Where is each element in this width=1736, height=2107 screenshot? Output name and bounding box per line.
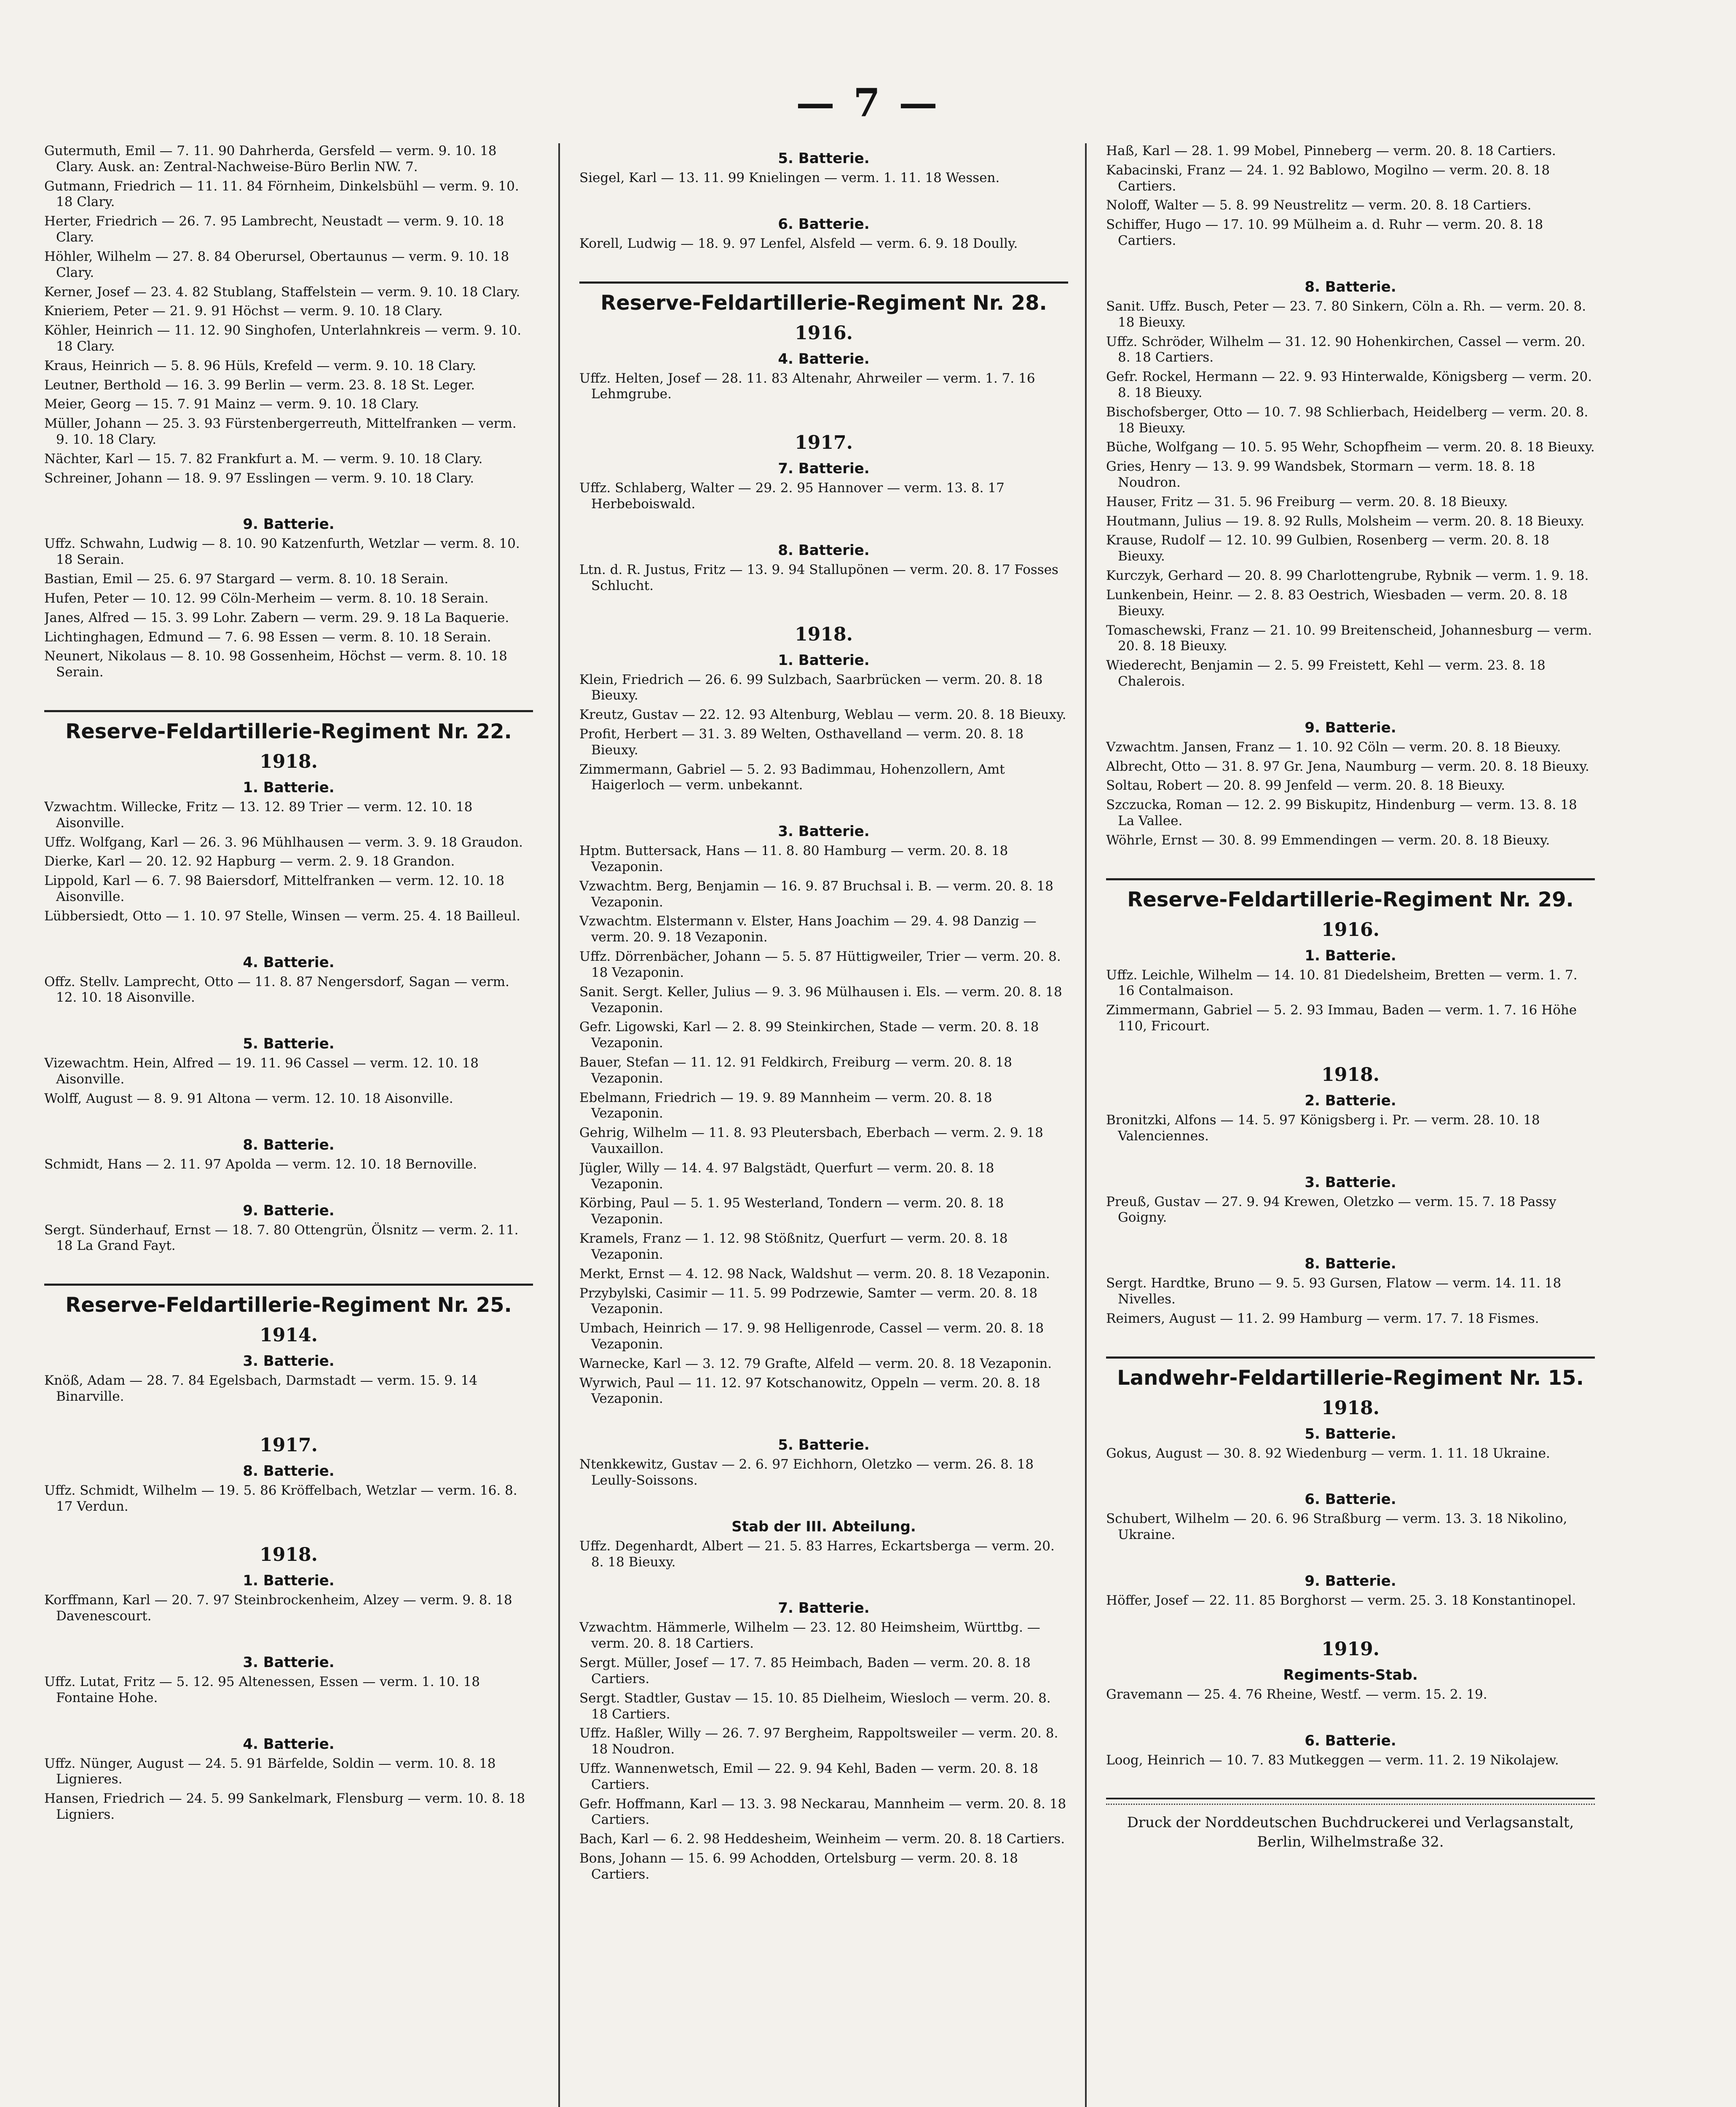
- casualty-entry: Kerner, Josef — 23. 4. 82 Stublang, Staffelstein — verm. 9. 10. 18 Clary.: [44, 284, 520, 300]
- casualty-entry: Kurczyk, Gerhard — 20. 8. 99 Charlottengrube, Rybnik — verm. 1. 9. 18.: [1106, 568, 1589, 584]
- printer-note: Druck der Norddeutschen Buchdruckerei und Verlagsanstalt, Berlin, Wilhelmstraße 32.: [1127, 1814, 1574, 1851]
- casualty-entry: Gehrig, Wilhelm — 11. 8. 93 Pleutersbach, Eberbach — verm. 2. 9. 18 Vauxaillon.: [579, 1125, 1043, 1156]
- section-block: [44, 1544, 533, 1624]
- battery-heading: 9. Batterie.: [243, 516, 335, 533]
- section-block: [1106, 1573, 1595, 1609]
- casualty-entry: Gutmann, Friedrich — 11. 11. 84 Förnheim, Dinkelsbühl — verm. 9. 10. 18 Clary.: [44, 178, 519, 210]
- casualty-entry: Szczucka, Roman — 12. 2. 99 Biskupitz, Hindenburg — verm. 13. 8. 18 La Vallee.: [1106, 797, 1577, 828]
- casualty-entry: Umbach, Heinrich — 17. 9. 98 Helligenrode, Cassel — verm. 20. 8. 18 Vezaponin.: [579, 1321, 1044, 1352]
- battery-heading: 8. Batterie.: [778, 541, 870, 559]
- casualty-entry: Köhler, Heinrich — 11. 12. 90 Singhofen, Unterlahnkreis — verm. 9. 10. 18 Clary.: [44, 323, 522, 354]
- casualty-entry: Zimmermann, Gabriel — 5. 2. 93 Immau, Baden — verm. 1. 7. 16 Höhe 110, Fricourt.: [1106, 1003, 1577, 1034]
- casualty-entry: Höffer, Josef — 22. 11. 85 Borghorst — verm. 25. 3. 18 Konstantinopel.: [1106, 1593, 1576, 1608]
- casualty-entry: Vzwachtm. Willecke, Fritz — 13. 12. 89 Trier — verm. 12. 10. 18 Aisonville.: [44, 799, 473, 831]
- section-block: [1106, 1491, 1595, 1543]
- year-heading: 1918.: [1321, 1064, 1380, 1086]
- regiment-title: Reserve-Feldartillerie-Regiment Nr. 29.: [1106, 878, 1595, 911]
- battery-heading: 5. Batterie.: [778, 1437, 870, 1454]
- casualty-entry: Uffz. Haßler, Willy — 26. 7. 97 Bergheim, Rappoltsweiler — verm. 20. 8. 18 Noudron.: [579, 1726, 1058, 1757]
- casualty-entry: Uffz. Schröder, Wilhelm — 31. 12. 90 Hohenkirchen, Cassel — verm. 20. 8. 18 Cartiers.: [1106, 334, 1586, 365]
- casualty-entry: Knieriem, Peter — 21. 9. 91 Höchst — verm. 9. 10. 18 Clary.: [44, 303, 443, 319]
- casualty-entry: Lübbersiedt, Otto — 1. 10. 97 Stelle, Winsen — verm. 25. 4. 18 Bailleul.: [44, 908, 520, 924]
- page-number: — 7 —: [796, 80, 940, 126]
- casualty-entry: Zimmermann, Gabriel — 5. 2. 93 Badimmau, Hohenzollern, Amt Haigerloch — verm. unbekannt.: [579, 761, 1005, 793]
- casualty-entry: Bach, Karl — 6. 2. 98 Heddesheim, Weinheim — verm. 20. 8. 18 Cartiers.: [579, 1831, 1065, 1847]
- section-block: [44, 143, 533, 486]
- year-heading: 1916.: [1321, 919, 1380, 941]
- battery-heading: 9. Batterie.: [1305, 1573, 1396, 1590]
- casualty-entry: Gefr. Ligowski, Karl — 2. 8. 99 Steinkirchen, Stade — verm. 20. 8. 18 Vezaponin.: [579, 1019, 1039, 1051]
- year-heading: 1916.: [795, 322, 853, 344]
- casualty-entry: Bauer, Stefan — 11. 12. 91 Feldkirch, Freiburg — verm. 20. 8. 18 Vezaponin.: [579, 1054, 1013, 1086]
- section-block: [1106, 143, 1595, 249]
- casualty-entry: Vzwachtm. Jansen, Franz — 1. 10. 92 Cöln — verm. 20. 8. 18 Bieuxy.: [1106, 739, 1561, 755]
- year-heading: 1918.: [260, 1544, 318, 1566]
- section-block: [579, 823, 1068, 1407]
- casualty-entry: Wyrwich, Paul — 11. 12. 97 Kotschanowitz, Oppeln — verm. 20. 8. 18 Vezaponin.: [579, 1375, 1040, 1407]
- battery-heading: 1. Batterie.: [243, 779, 335, 796]
- regiment-title: Reserve-Feldartillerie-Regiment Nr. 22.: [44, 710, 533, 743]
- year-heading: 1919.: [1321, 1638, 1380, 1660]
- casualty-entry: Vzwachtm. Elstermann v. Elster, Hans Joachim — 29. 4. 98 Danzig — verm. 20. 9. 18 Vezaponin.: [579, 914, 1037, 945]
- casualty-entry: Hauser, Fritz — 31. 5. 96 Freiburg — verm. 20. 8. 18 Bieuxy.: [1106, 494, 1508, 509]
- section-block: [44, 1202, 533, 1255]
- casualty-entry: Korffmann, Karl — 20. 7. 97 Steinbrockenheim, Alzey — verm. 9. 8. 18 Davenescourt.: [44, 1592, 512, 1624]
- casualty-entry: Körbing, Paul — 5. 1. 95 Westerland, Tondern — verm. 20. 8. 18 Vezaponin.: [579, 1196, 1004, 1227]
- section-block: [1106, 878, 1595, 1035]
- battery-heading: 5. Batterie.: [778, 150, 870, 167]
- section-block: [1106, 1255, 1595, 1327]
- casualty-entry: Ebelmann, Friedrich — 19. 9. 89 Mannheim — verm. 20. 8. 18 Vezaponin.: [579, 1090, 992, 1121]
- battery-heading: 6. Batterie.: [1305, 1732, 1396, 1749]
- battery-heading: 3. Batterie.: [778, 823, 870, 840]
- battery-heading: 8. Batterie.: [1305, 278, 1396, 295]
- casualty-entry: Sergt. Müller, Josef — 17. 7. 85 Heimbach, Baden — verm. 20. 8. 18 Cartiers.: [579, 1655, 1031, 1686]
- casualty-entry: Ltn. d. R. Justus, Fritz — 13. 9. 94 Stallupönen — verm. 20. 8. 17 Fosses Schlucht.: [579, 562, 1058, 593]
- section-block: [44, 1137, 533, 1173]
- casualty-entry: Vzwachtm. Berg, Benjamin — 16. 9. 87 Bruchsal i. B. — verm. 20. 8. 18 Vezaponin.: [579, 878, 1054, 910]
- casualty-entry: Haß, Karl — 28. 1. 99 Mobel, Pinneberg — verm. 20. 8. 18 Cartiers.: [1106, 143, 1556, 158]
- column-divider-right: [1085, 143, 1087, 2107]
- year-heading: 1914.: [260, 1324, 318, 1346]
- year-heading: 1917.: [260, 1434, 318, 1456]
- casualty-entry: Uffz. Degenhardt, Albert — 21. 5. 83 Harres, Eckartsberga — verm. 20. 8. 18 Bieuxy.: [579, 1538, 1055, 1570]
- casualty-entry: Leutner, Berthold — 16. 3. 99 Berlin — verm. 23. 8. 18 St. Leger.: [44, 377, 475, 393]
- casualty-entry: Bischofsberger, Otto — 10. 7. 98 Schlierbach, Heidelberg — verm. 20. 8. 18 Bieuxy.: [1106, 404, 1589, 436]
- casualty-entry: Lippold, Karl — 6. 7. 98 Baiersdorf, Mittelfranken — verm. 12. 10. 18 Aisonville.: [44, 873, 505, 904]
- casualty-entry: Sanit. Sergt. Keller, Julius — 9. 3. 96 Mülhausen i. Els. — verm. 20. 8. 18 Vezaponin.: [579, 984, 1062, 1016]
- regiment-title: Landwehr-Feldartillerie-Regiment Nr. 15.: [1106, 1356, 1595, 1390]
- battery-heading: 8. Batterie.: [1305, 1255, 1396, 1273]
- casualty-entry: Klein, Friedrich — 26. 6. 99 Sulzbach, Saarbrücken — verm. 20. 8. 18 Bieuxy.: [579, 672, 1043, 703]
- text-column-middle: [579, 143, 1068, 2107]
- battery-heading: 3. Batterie.: [243, 1353, 335, 1370]
- casualty-entry: Schiffer, Hugo — 17. 10. 99 Mülheim a. d. Ruhr — verm. 20. 8. 18 Cartiers.: [1106, 217, 1543, 249]
- section-block: [1106, 1064, 1595, 1145]
- casualty-entry: Wolff, August — 8. 9. 91 Altona — verm. 12. 10. 18 Aisonville.: [44, 1091, 453, 1106]
- section-block: [579, 1518, 1068, 1571]
- casualty-entry: Lichtinghagen, Edmund — 7. 6. 98 Essen — verm. 8. 10. 18 Serain.: [44, 629, 491, 645]
- casualty-entry: Krause, Rudolf — 12. 10. 99 Gulbien, Rosenberg — verm. 20. 8. 18 Bieuxy.: [1106, 533, 1549, 564]
- casualty-entry: Hptm. Buttersack, Hans — 11. 8. 80 Hamburg — verm. 20. 8. 18 Vezaponin.: [579, 843, 1008, 874]
- year-heading: 1918.: [260, 751, 318, 772]
- casualty-entry: Kraus, Heinrich — 5. 8. 96 Hüls, Krefeld — verm. 9. 10. 18 Clary.: [44, 358, 477, 373]
- casualty-entry: Lunkenbein, Heinr. — 2. 8. 83 Oestrich, Wiesbaden — verm. 20. 8. 18 Bieuxy.: [1106, 587, 1568, 619]
- regiment-title: Reserve-Feldartillerie-Regiment Nr. 25.: [44, 1284, 533, 1317]
- casualty-entry: Uffz. Dörrenbächer, Johann — 5. 5. 87 Hüttigweiler, Trier — verm. 20. 8. 18 Vezaponin.: [579, 949, 1061, 980]
- battery-heading: 5. Batterie.: [243, 1035, 335, 1053]
- casualty-entry: Preuß, Gustav — 27. 9. 94 Krewen, Oletzko — verm. 15. 7. 18 Passy Goigny.: [1106, 1194, 1557, 1225]
- battery-heading: 7. Batterie.: [778, 460, 870, 477]
- casualty-entry: Müller, Johann — 25. 3. 93 Fürstenbergerreuth, Mittelfranken — verm. 9. 10. 18 Clary.: [44, 416, 517, 447]
- battery-heading: 1. Batterie.: [778, 651, 870, 669]
- battery-heading: 4. Batterie.: [243, 1735, 335, 1753]
- battery-heading: 9. Batterie.: [243, 1202, 335, 1219]
- battery-heading: Regiments-Stab.: [1283, 1666, 1418, 1683]
- casualty-entry: Gefr. Hoffmann, Karl — 13. 3. 98 Neckarau, Mannheim — verm. 20. 8. 18 Cartiers.: [579, 1796, 1066, 1828]
- section-block: [579, 281, 1068, 403]
- casualty-entry: Uffz. Lutat, Fritz — 5. 12. 95 Altenessen, Essen — verm. 1. 10. 18 Fontaine Hohe.: [44, 1674, 480, 1705]
- casualty-entry: Uffz. Nünger, August — 24. 5. 91 Bärfelde, Soldin — verm. 10. 8. 18 Lignieres.: [44, 1756, 496, 1787]
- casualty-entry: Meier, Georg — 15. 7. 91 Mainz — verm. 9. 10. 18 Clary.: [44, 397, 419, 412]
- battery-heading: 6. Batterie.: [1305, 1491, 1396, 1508]
- casualty-entry: Gefr. Rockel, Hermann — 22. 9. 93 Hinterwalde, Königsberg — verm. 20. 8. 18 Bieuxy.: [1106, 369, 1592, 400]
- casualty-entry: Schreiner, Johann — 18. 9. 97 Esslingen — verm. 9. 10. 18 Clary.: [44, 470, 474, 486]
- casualty-entry: Höhler, Wilhelm — 27. 8. 84 Oberursel, Obertaunus — verm. 9. 10. 18 Clary.: [44, 249, 509, 280]
- casualty-entry: Gries, Henry — 13. 9. 99 Wandsbek, Stormarn — verm. 18. 8. 18 Noudron.: [1106, 459, 1535, 490]
- casualty-entry: Uffz. Schlaberg, Walter — 29. 2. 95 Hannover — verm. 13. 8. 17 Herbeboiswald.: [579, 480, 1005, 512]
- casualty-entry: Przybylski, Casimir — 11. 5. 99 Podrzewie, Samter — verm. 20. 8. 18 Vezaponin.: [579, 1285, 1038, 1317]
- battery-heading: 9. Batterie.: [1305, 719, 1396, 736]
- section-block: [579, 150, 1068, 186]
- casualty-entry: Sergt. Sünderhauf, Ernst — 18. 7. 80 Ottengrün, Ölsnitz — verm. 2. 11. 18 La Grand Fayt.: [44, 1222, 519, 1254]
- casualty-entry: Tomaschewski, Franz — 21. 10. 99 Breitenscheid, Johannesburg — verm. 20. 8. 18 Bieuxy.: [1106, 622, 1592, 654]
- casualty-entry: Vzwachtm. Hämmerle, Wilhelm — 23. 12. 80 Heimsheim, Württbg. — verm. 20. 8. 18 Cartiers.: [579, 1620, 1040, 1651]
- casualty-entry: Hufen, Peter — 10. 12. 99 Cöln-Merheim — verm. 8. 10. 18 Serain.: [44, 590, 489, 606]
- section-block: [1106, 279, 1595, 690]
- year-heading: 1917.: [795, 432, 853, 454]
- casualty-entry: Vizewachtm. Hein, Alfred — 19. 11. 96 Cassel — verm. 12. 10. 18 Aisonville.: [44, 1056, 479, 1087]
- section-block: [44, 1434, 533, 1515]
- section-block: [579, 216, 1068, 252]
- battery-heading: 1. Batterie.: [1305, 947, 1396, 964]
- casualty-entry: Uffz. Wolfgang, Karl — 26. 3. 96 Mühlhausen — verm. 3. 9. 18 Graudon.: [44, 834, 523, 850]
- casualty-entry: Albrecht, Otto — 31. 8. 97 Gr. Jena, Naumburg — verm. 20. 8. 18 Bieuxy.: [1106, 759, 1589, 774]
- casualty-entry: Uffz. Schwahn, Ludwig — 8. 10. 90 Katzenfurth, Wetzlar — verm. 8. 10. 18 Serain.: [44, 536, 520, 568]
- battery-heading: 8. Batterie.: [243, 1462, 335, 1480]
- casualty-entry: Sanit. Uffz. Busch, Peter — 23. 7. 80 Sinkern, Cöln a. Rh. — verm. 20. 8. 18 Bieuxy.: [1106, 298, 1586, 330]
- casualty-entry: Kabacinski, Franz — 24. 1. 92 Bablowo, Mogilno — verm. 20. 8. 18 Cartiers.: [1106, 162, 1550, 194]
- battery-heading: Stab der III. Abteilung.: [731, 1518, 916, 1535]
- casualty-entry: Uffz. Wannenwetsch, Emil — 22. 9. 94 Kehl, Baden — verm. 20. 8. 18 Cartiers.: [579, 1761, 1039, 1792]
- casualty-entry: Merkt, Ernst — 4. 12. 98 Nack, Waldshut — verm. 20. 8. 18 Vezaponin.: [579, 1266, 1050, 1281]
- casualty-entry: Gutermuth, Emil — 7. 11. 90 Dahrherda, Gersfeld — verm. 9. 10. 18 Clary. Ausk. an: Zentral-Nachweise-Büro Berlin NW. 7.: [44, 143, 497, 174]
- casualty-entry: Neunert, Nikolaus — 8. 10. 98 Gossenheim, Höchst — verm. 8. 10. 18 Serain.: [44, 649, 507, 680]
- section-block: [44, 710, 533, 925]
- casualty-entry: Herter, Friedrich — 26. 7. 95 Lambrecht, Neustadt — verm. 9. 10. 18 Clary.: [44, 214, 504, 245]
- battery-heading: 2. Batterie.: [1305, 1092, 1396, 1109]
- year-heading: 1918.: [795, 623, 853, 645]
- right-column-sections: [1106, 143, 1595, 1768]
- casualty-entry: Ntenkkewitz, Gustav — 2. 6. 97 Eichhorn, Oletzko — verm. 26. 8. 18 Leully-Soissons.: [579, 1457, 1034, 1488]
- casualty-entry: Korell, Ludwig — 18. 9. 97 Lenfel, Alsfeld — verm. 6. 9. 18 Doully.: [579, 236, 1018, 251]
- section-block: [1106, 1732, 1595, 1769]
- casualty-entry: Uffz. Helten, Josef — 28. 11. 83 Altenahr, Ahrweiler — verm. 1. 7. 16 Lehmgrube.: [579, 370, 1035, 402]
- casualty-entry: Nächter, Karl — 15. 7. 82 Frankfurt a. M. — verm. 9. 10. 18 Clary.: [44, 451, 483, 466]
- casualty-entry: Uffz. Schmidt, Wilhelm — 19. 5. 86 Kröffelbach, Wetzlar — verm. 16. 8. 17 Verdun.: [44, 1482, 517, 1514]
- casualty-entry: Reimers, August — 11. 2. 99 Hamburg — verm. 17. 7. 18 Fismes.: [1106, 1311, 1539, 1326]
- battery-heading: 6. Batterie.: [778, 215, 870, 233]
- casualty-entry: Sergt. Stadtler, Gustav — 15. 10. 85 Dielheim, Wiesloch — verm. 20. 8. 18 Cartiers.: [579, 1690, 1051, 1722]
- casualty-entry: Gravemann — 25. 4. 76 Rheine, Westf. — verm. 15. 2. 19.: [1106, 1686, 1487, 1702]
- battery-heading: 4. Batterie.: [778, 350, 870, 367]
- casualty-entry: Loog, Heinrich — 10. 7. 83 Mutkeggen — verm. 11. 2. 19 Nikolajew.: [1106, 1752, 1559, 1768]
- casualty-entry: Uffz. Leichle, Wilhelm — 14. 10. 81 Diedelsheim, Bretten — verm. 1. 7. 16 Contalmaison.: [1106, 967, 1578, 999]
- casualty-entry: Schmidt, Hans — 2. 11. 97 Apolda — verm. 12. 10. 18 Bernoville.: [44, 1156, 477, 1172]
- casualty-entry: Kreutz, Gustav — 22. 12. 93 Altenburg, Weblau — verm. 20. 8. 18 Bieuxy.: [579, 707, 1066, 723]
- casualty-entry: Bronitzki, Alfons — 14. 5. 97 Königsberg i. Pr. — verm. 28. 10. 18 Valenciennes.: [1106, 1112, 1540, 1144]
- casualty-entry: Wöhrle, Ernst — 30. 8. 99 Emmendingen — verm. 20. 8. 18 Bieuxy.: [1106, 832, 1550, 848]
- casualty-entry: Soltau, Robert — 20. 8. 99 Jenfeld — verm. 20. 8. 18 Bieuxy.: [1106, 778, 1505, 793]
- casualty-entry: Noloff, Walter — 5. 8. 99 Neustrelitz — verm. 20. 8. 18 Cartiers.: [1106, 198, 1532, 213]
- casualty-entry: Sergt. Hardtke, Bruno — 9. 5. 93 Gursen, Flatow — verm. 14. 11. 18 Nivelles.: [1106, 1276, 1562, 1307]
- text-column-right: [1106, 143, 1595, 2107]
- casualty-entry: Profit, Herbert — 31. 3. 89 Welten, Osthavelland — verm. 20. 8. 18 Bieuxy.: [579, 726, 1024, 758]
- casualty-entry: Janes, Alfred — 15. 3. 99 Lohr. Zabern — verm. 29. 9. 18 La Baquerie.: [44, 610, 509, 625]
- casualty-entry: Büche, Wolfgang — 10. 5. 95 Wehr, Schopfheim — verm. 20. 8. 18 Bieuxy.: [1106, 440, 1595, 455]
- section-block: [579, 542, 1068, 594]
- section-block: [579, 432, 1068, 512]
- casualty-entry: Jügler, Willy — 14. 4. 97 Balgstädt, Querfurt — verm. 20. 8. 18 Vezaponin.: [579, 1160, 994, 1192]
- section-block: [44, 1654, 533, 1706]
- casualty-entry: Kramels, Franz — 1. 12. 98 Stößnitz, Querfurt — verm. 20. 8. 18 Vezaponin.: [579, 1231, 1008, 1262]
- casualty-entry: Warnecke, Karl — 3. 12. 79 Grafte, Alfeld — verm. 20. 8. 18 Vezaponin.: [579, 1356, 1052, 1371]
- casualty-entry: Knöß, Adam — 28. 7. 84 Egelsbach, Darmstadt — verm. 15. 9. 14 Binarville.: [44, 1373, 478, 1404]
- casualty-entry: Schubert, Wilhelm — 20. 6. 96 Straßburg — verm. 13. 3. 18 Nikolino, Ukraine.: [1106, 1511, 1567, 1543]
- regiment-title: Reserve-Feldartillerie-Regiment Nr. 28.: [579, 281, 1068, 315]
- section-block: [44, 1284, 533, 1405]
- year-heading: 1918.: [1321, 1397, 1380, 1419]
- battery-heading: 5. Batterie.: [1305, 1425, 1396, 1442]
- casualty-entry: Wiederecht, Benjamin — 2. 5. 99 Freistett, Kehl — verm. 23. 8. 18 Chalerois.: [1106, 658, 1546, 689]
- casualty-entry: Offz. Stellv. Lamprecht, Otto — 11. 8. 87 Nengersdorf, Sagan — verm. 12. 10. 18 Aisonville.: [44, 974, 509, 1005]
- text-column-left: [44, 143, 533, 2107]
- column-divider-left: [558, 143, 560, 2107]
- battery-heading: 1. Batterie.: [243, 1572, 335, 1590]
- casualty-entry: Bastian, Emil — 25. 6. 97 Stargard — verm. 8. 10. 18 Serain.: [44, 571, 449, 587]
- section-block: [44, 1736, 533, 1823]
- section-block: [1106, 1174, 1595, 1226]
- battery-heading: 3. Batterie.: [243, 1654, 335, 1671]
- battery-heading: 8. Batterie.: [243, 1136, 335, 1153]
- section-block: [44, 516, 533, 681]
- casualty-entry: Bons, Johann — 15. 6. 99 Achodden, Ortelsburg — verm. 20. 8. 18 Cartiers.: [579, 1851, 1018, 1882]
- battery-heading: 7. Batterie.: [778, 1600, 870, 1617]
- casualty-entry: Siegel, Karl — 13. 11. 99 Knielingen — verm. 1. 11. 18 Wessen.: [579, 170, 1000, 185]
- section-block: [579, 624, 1068, 794]
- section-block: [1106, 1638, 1595, 1703]
- casualty-entry: Dierke, Karl — 20. 12. 92 Hapburg — verm. 2. 9. 18 Grandon.: [44, 854, 455, 869]
- footer-divider: [1106, 1798, 1595, 1805]
- section-block: [1106, 719, 1595, 849]
- section-block: [579, 1600, 1068, 1882]
- casualty-entry: Gokus, August — 30. 8. 92 Wiedenburg — verm. 1. 11. 18 Ukraine.: [1106, 1445, 1550, 1461]
- casualty-entry: Hansen, Friedrich — 24. 5. 99 Sankelmark, Flensburg — verm. 10. 8. 18 Ligniers.: [44, 1791, 525, 1823]
- section-block: [44, 954, 533, 1006]
- section-block: [44, 1035, 533, 1107]
- section-block: [1106, 1356, 1595, 1462]
- page-content: [44, 143, 1595, 2107]
- battery-heading: 3. Batterie.: [1305, 1174, 1396, 1191]
- section-block: [579, 1437, 1068, 1489]
- casualty-entry: Houtmann, Julius — 19. 8. 92 Rulls, Molsheim — verm. 20. 8. 18 Bieuxy.: [1106, 513, 1585, 529]
- battery-heading: 4. Batterie.: [243, 954, 335, 971]
